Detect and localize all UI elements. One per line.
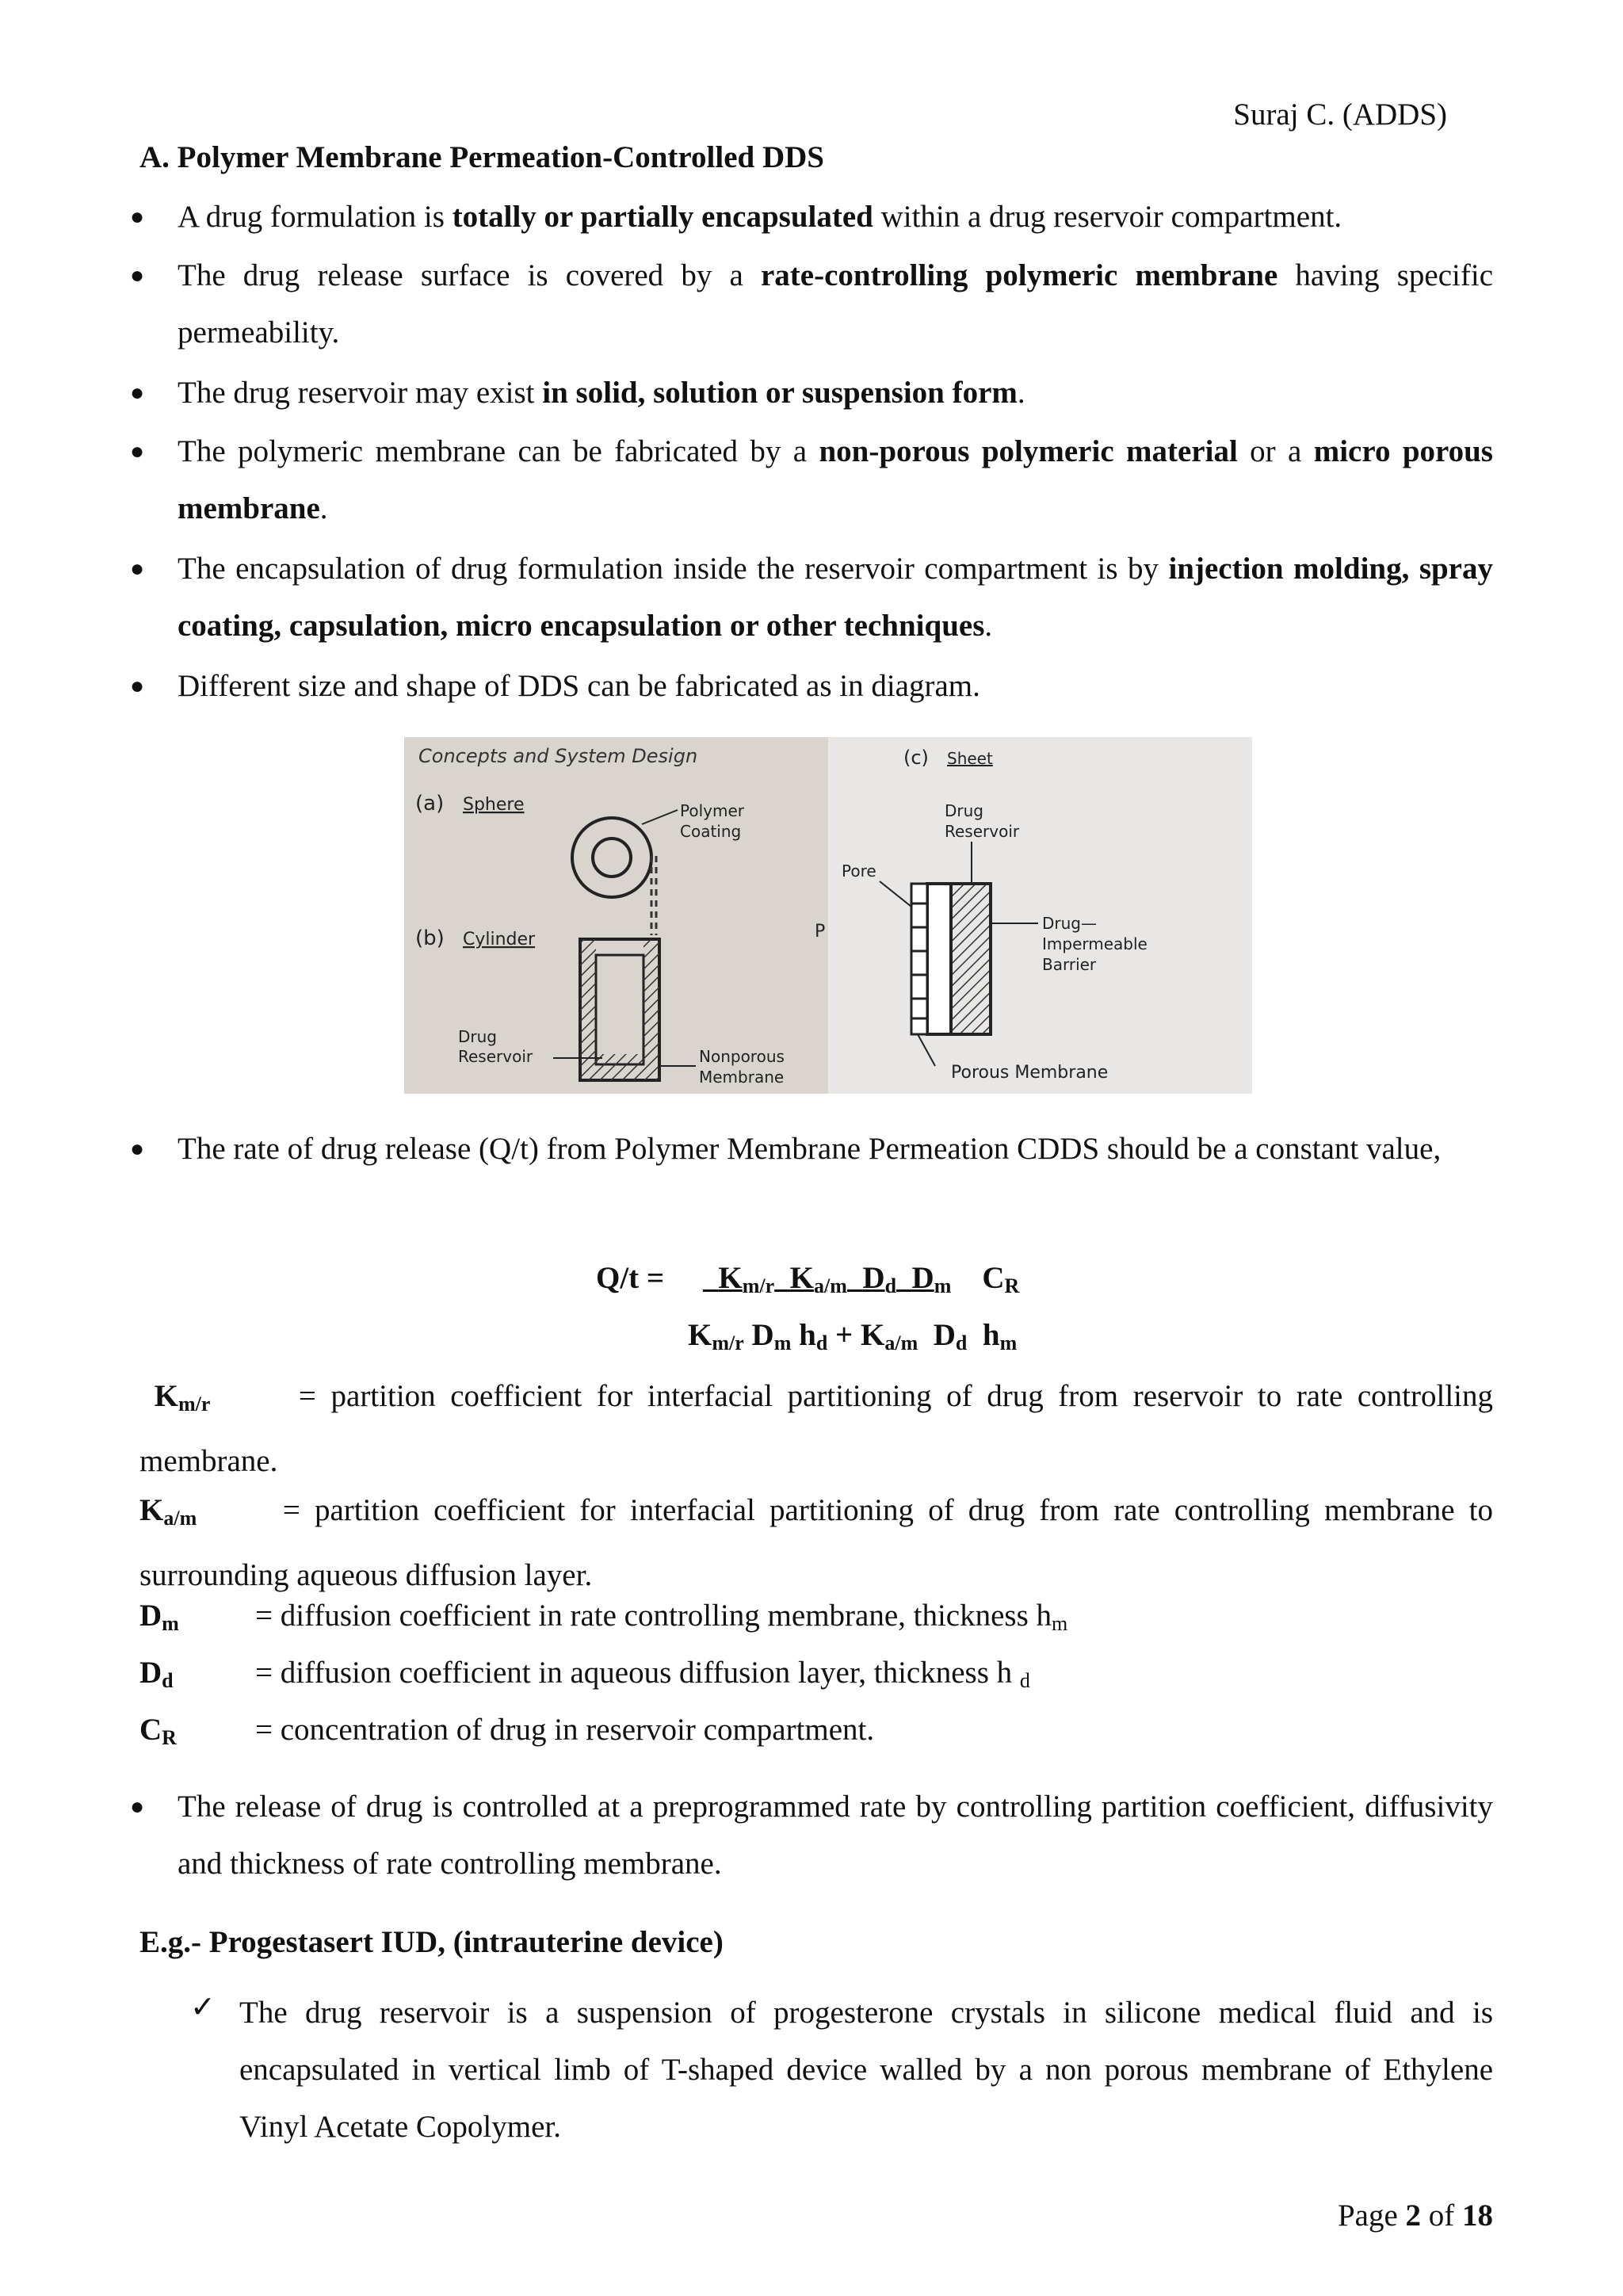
bullet-5: The encapsulation of drug formulation inside the reservoir compartment is by injection molding, spray coating, capsulation, micro encapsulation or other techniques.: [178, 552, 1493, 643]
nonporous-label-1: Nonporous: [699, 1047, 785, 1066]
label-sphere: Sphere: [463, 795, 525, 815]
release-bullet: The release of drug is controlled at a preprogrammed rate by controlling partition coefficient, diffusivity and thickness of rate controlling membrane.: [178, 1790, 1493, 1881]
section-title: A. Polymer Membrane Permeation-Controlled DDS: [139, 140, 824, 174]
definition-dm-symbol: $D_m$: [139, 1599, 179, 1635]
bullet-dot: ●: [130, 438, 145, 464]
barrier-label-1: Drug—: [1042, 914, 1097, 933]
figure-right-panel: [828, 737, 1252, 1094]
bullet-dot: ●: [130, 1794, 145, 1820]
bullet-3: The drug reservoir may exist in solid, solution or suspension form.: [178, 376, 1025, 410]
definition-cr-symbol: $C_R$: [139, 1713, 177, 1749]
definition-kmr: $K_{m/r}$ = partition coefficient for interfacial partitioning of drug from reservoir to rate controlling membrane.: [139, 1379, 1493, 1478]
bullet-dot: ●: [130, 1136, 145, 1162]
bullet-dot: ●: [130, 204, 145, 230]
bullet-4: The polymeric membrane can be fabricated by a non-porous polymeric material or a micro porous membrane.: [178, 434, 1493, 525]
system-design-figure: [404, 737, 1252, 1094]
definition-dd-text: = diffusion coefficient in aqueous diffusion layer, thickness h $_d$: [255, 1656, 1030, 1692]
example-text: The drug reservoir is a suspension of progesterone crystals in silicone medical fluid and is encapsulated in vertical limb of T-shaped device walled by a non porous membrane of Ethylene Vinyl Acetate Copolymer.: [239, 1996, 1493, 2144]
label-c: (c): [903, 747, 929, 769]
checkmark-icon: ✓: [190, 1991, 216, 2024]
example-title: E.g.- Progestasert IUD, (intrauterine device): [139, 1925, 724, 1959]
drug-reservoir-label-1: Drug: [458, 1027, 497, 1046]
label-sheet: Sheet: [947, 749, 993, 768]
sheet-reservoir-label-1: Drug: [945, 801, 983, 820]
bullet-dot: ●: [130, 673, 145, 699]
sheet-reservoir-label-2: Reservoir: [945, 822, 1020, 841]
nonporous-label-2: Membrane: [699, 1068, 785, 1087]
polymer-coating-label-2: Coating: [680, 822, 742, 841]
rate-bullet: The rate of drug release (Q/t) from Polymer Membrane Permeation CDDS should be a constant value,: [178, 1132, 1442, 1166]
definition-kam: $K_{a/m}$ = partition coefficient for interfacial partitioning of drug from rate controlling membrane to surrounding aqueous diffusion layer.: [139, 1493, 1493, 1592]
figure-heading: Concepts and System Design: [418, 745, 698, 767]
bullet-dot: ●: [130, 380, 145, 406]
sheet-barrier: [951, 884, 991, 1034]
page-number: Page 2 of 18: [1337, 2199, 1493, 2233]
bullet-dot: ●: [130, 262, 145, 288]
porous-membrane-label: Porous Membrane: [951, 1063, 1109, 1083]
header-author: Suraj C. (ADDS): [1233, 97, 1447, 132]
equation-numerator: Q/t = $K_{m/r}$ $K_{a/m}$ $D_d$ $D_m$ $C_R$: [596, 1261, 1020, 1297]
label-cylinder: Cylinder: [463, 930, 536, 949]
pore-label: Pore: [842, 861, 876, 881]
bullet-dot: ●: [130, 556, 145, 582]
definition-dd-symbol: $D_d$: [139, 1656, 174, 1692]
bullet-6: Different size and shape of DDS can be fabricated as in diagram.: [178, 669, 980, 703]
label-a: (a): [415, 792, 445, 816]
bullet-2: The drug release surface is covered by a rate-controlling polymeric membrane having specific permeability.: [178, 258, 1493, 350]
drug-reservoir-label-2: Reservoir: [458, 1047, 533, 1066]
porous-membrane: [911, 884, 927, 1034]
definition-cr-text: = concentration of drug in reservoir compartment.: [255, 1713, 875, 1747]
definition-dm-text: = diffusion coefficient in rate controlling membrane, thickness $h_m$: [255, 1599, 1068, 1635]
stray-p: P: [815, 922, 826, 942]
label-b: (b): [415, 926, 445, 950]
bullet-1: A drug formulation is totally or partially encapsulated within a drug reservoir compartment.: [178, 200, 1342, 234]
sheet-reservoir: [927, 884, 951, 1034]
equation-denominator: $K_{m/r}$ $D_m$ $h_d + K_{a/m}$ $D_d$ $h_m$: [688, 1318, 1018, 1354]
barrier-label-3: Barrier: [1042, 955, 1097, 974]
polymer-coating-label-1: Polymer: [680, 801, 744, 820]
barrier-label-2: Impermeable: [1042, 934, 1148, 953]
